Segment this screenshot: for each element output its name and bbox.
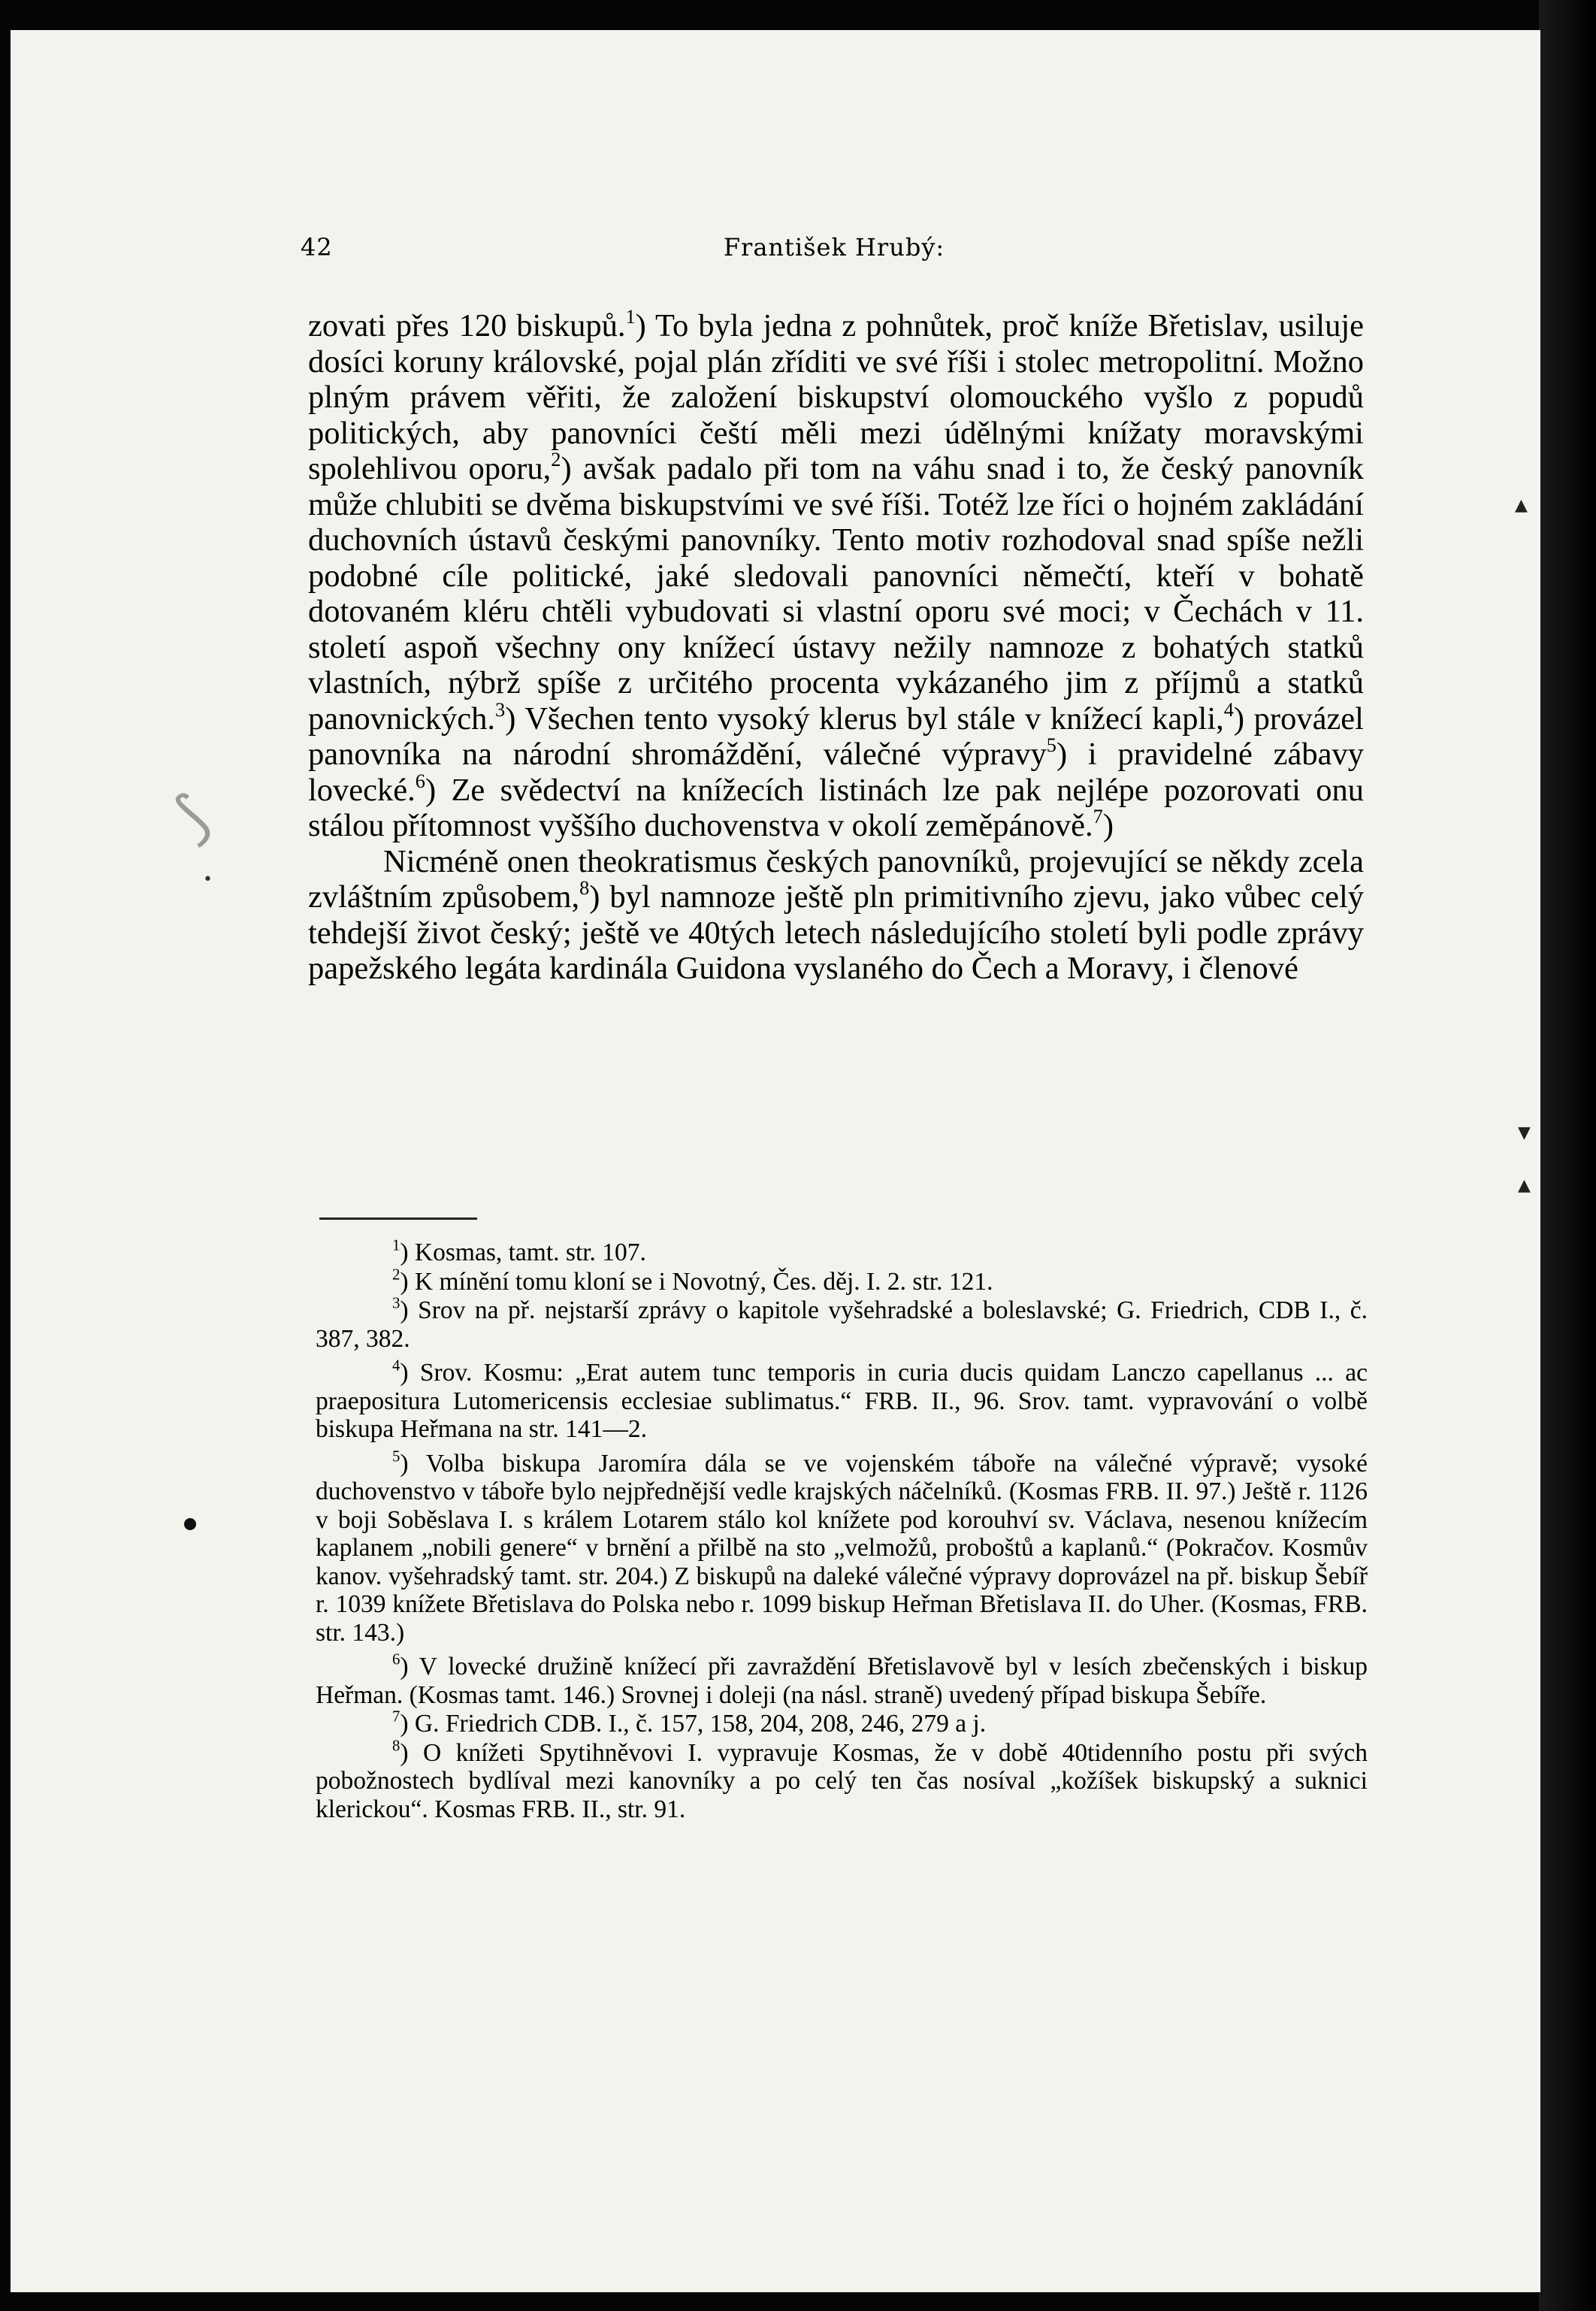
footnote-6: $^6$) V lovecké družině knížecí při zavraždění Břetislavově byl v lesích zbečenských i biskup Heřman. (Kosmas tamt. 146.) Srovnej i doleji (na násl. straně) uvedený případ biskupa Šebíře. xyxy=(316,1650,1368,1709)
footnote-ref: 2 xyxy=(551,448,561,470)
footnote-2: $^2$) K mínění tomu kloní se i Novotný, Čes. děj. I. 2. str. 121. xyxy=(392,1266,993,1296)
footnote-8: $^8$) O knížeti Spytihněvovi I. vypravuje Kosmas, že v době 40tidenního postu při svých pobožnostech bydlíval mezi kanovníky a po celý ten čas nosíval „kožíšek biskupský a suknici klerickou“. Kosmas FRB. II., str. 91. xyxy=(316,1737,1368,1823)
book-spine-edge xyxy=(1539,0,1596,2311)
pencil-mark-icon: ⟆ xyxy=(164,780,220,853)
footnote-ref: 8 xyxy=(579,876,590,899)
footnotes xyxy=(316,1236,1368,1824)
running-head: František Hrubý: xyxy=(723,233,945,262)
margin-arrow-icon: ▼ xyxy=(1518,1124,1531,1142)
footnote-ref: 6 xyxy=(415,770,425,792)
footnote-7: $^7$) G. Friedrich CDB. I., č. 157, 158, 204, 208, 246, 279 a j. xyxy=(392,1708,987,1738)
footnote-ref: 1 xyxy=(625,305,636,328)
body-text xyxy=(308,305,1364,987)
footnote-separator xyxy=(319,1218,477,1220)
page-number: 42 xyxy=(301,233,333,262)
footnote-4: $^4$) Srov. Kosmu: „Erat autem tunc temporis in curia ducis quidam Lanczo capellanus ... ac praepositura Lutomericensis ecclesiae sublimatus.“ FRB. II., 96. Srov. tamt. vypravování o volbě biskupa Heřmana na str. 141—2. xyxy=(316,1357,1368,1443)
margin-arrow-icon: ▲ xyxy=(1515,496,1528,515)
margin-speck-icon: • xyxy=(203,870,213,889)
footnote-ref: 3 xyxy=(495,698,506,721)
footnote-1: $^1$) Kosmas, tamt. str. 107. xyxy=(392,1236,646,1266)
footnote-5: $^5$) Volba biskupa Jaromíra dála se ve vojenském táboře na válečné výpravě; vysoké duchovenstvo v táboře bylo nejpřednější vedle krajských náčelníků. (Kosmas FRB. II. 97.) Ještě r. 1126 v boji Soběslava I. s králem Lotarem stálo kol knížete pod korouhví sv. Václava, nesenou knížecím kaplanem „nobili genere“ v brnění a přilbě na sto „velmožů, proboštů a kaplanů.“ (Pokračov. Kosmův kanov. vyšehradský tamt. str. 204.) Z biskupů na daleké válečné výpravy doprovázel na př. biskup Šebíř r. 1039 knížete Břetislava do Polska nebo r. 1099 biskup Heřman Břetislava II. do Uher. (Kosmas, FRB. str. 143.) xyxy=(316,1447,1368,1647)
footnote-ref: 5 xyxy=(1046,734,1056,756)
paragraph-2: Nicméně onen theokratismus českých panovníků, projevující se někdy zcela zvláštním způsobem,$^8$) byl namnoze ještě pln primitivního zjevu, jako vůbec celý tehdejší život český; ještě ve 40tých letech následujícího století byli podle zprávy papežského legáta kardinála Guidona vyslaného do Čech a Moravy, i členové xyxy=(308,843,1364,986)
margin-arrow-icon: ▲ xyxy=(1518,1176,1531,1195)
footnote-ref: 7 xyxy=(1093,805,1103,827)
margin-dot-icon xyxy=(184,1518,196,1530)
paragraph-1: zovati přes 120 biskupů.$^1$) To byla jedna z pohnůtek, proč kníže Břetislav, usiluje dosíci koruny královské, pojal plán zříditi ve své říši i stolec metropolitní. Možno plným právem věřiti, že založení biskupství olomouckého vyšlo z popudů politických, aby panovníci čeští měli mezi údělnými knížaty moravskými spolehlivou oporu,$^2$) avšak padalo při tom na váhu snad i to, že český panovník může chlubiti se dvěma biskupstvími ve své říši. Totéž lze říci o hojném zakládání duchovních ústavů českými panovníky. Tento motiv rozhodoval snad spíše nežli podobné cíle politické, jaké sledovali panovníci němečtí, kteří v bohatě dotovaném kléru chtěli vybudovati si vlastní oporu své moci; v Čechách v 11. století aspoň všechny ony knížecí ústavy nežily namnoze z bohatých statků vlastních, nýbrž spíše z určitého procenta vykázaného jim z příjmů a statků panovnických.$^3$) Všechen tento vysoký klerus byl stále v knížecí kapli,$^4$) provázel panovníka na národní shromáždění, válečné výpravy$^5$) i pravidelné zábavy lovecké.$^6$) Ze svědectví na knížecích listinách lze pak nejlépe pozorovati onu stálou přítomnost vyššího duchovenstva v okolí zeměpánově.$^7$) xyxy=(308,305,1364,843)
footnote-ref: 4 xyxy=(1223,698,1234,721)
footnote-3: $^3$) Srov na př. nejstarší zprávy o kapitole vyšehradské a boleslavské; G. Friedrich, CDB I., č. 387, 382. xyxy=(316,1294,1368,1353)
page-header xyxy=(301,233,1368,271)
